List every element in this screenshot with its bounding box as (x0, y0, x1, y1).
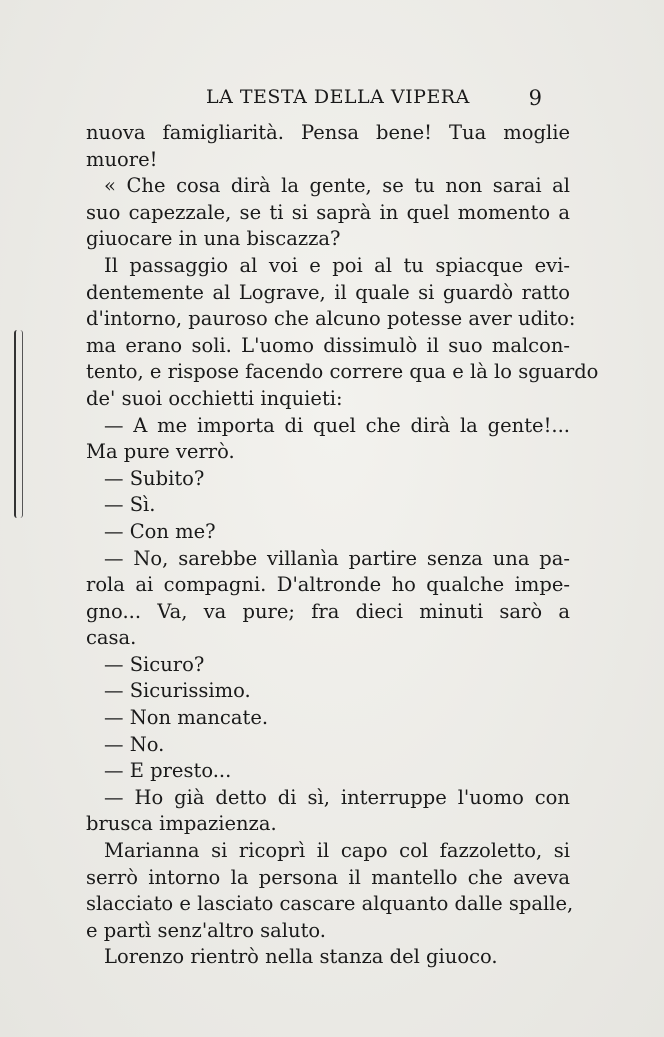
text-line: — Sicurissimo. (104, 679, 251, 703)
text-line: nuova famigliarità. Pensa bene! Tua moglie (86, 121, 570, 144)
text-line: Marianna si ricoprì il capo col fazzoletto, si (104, 839, 570, 863)
text-line: — Sì. (104, 493, 156, 517)
text-line: Lorenzo rientrò nella stanza del giuoco. (104, 945, 498, 969)
text-line: gno... Va, va pure; fra dieci minuti sarò a (86, 599, 570, 623)
text-line: — Ho già detto di sì, interruppe l'uomo con (104, 785, 570, 809)
text-line: « Che cosa dirà la gente, se tu non sarai al (104, 174, 570, 198)
text-line: e partì senz'altro saluto. (86, 918, 326, 942)
body-text (86, 120, 599, 971)
text-line: — A me importa di quel che dirà la gente!... (104, 413, 570, 437)
page-number: 9 (528, 86, 542, 110)
text-line: — Con me? (104, 519, 216, 543)
text-line: de' suoi occhietti inquieti: (86, 386, 343, 410)
text-line: Ma pure verrò. (86, 440, 235, 464)
text-line: — No. (104, 732, 165, 756)
text-line: — Subito? (104, 466, 205, 490)
text-line: tento, e rispose facendo correre qua e là lo sguardo (86, 360, 599, 384)
text-line: slacciato e lasciato cascare alquanto dalle spalle, (86, 892, 574, 916)
page-header (86, 86, 556, 116)
text-line: rola ai compagni. D'altronde ho qualche impe- (86, 573, 570, 597)
text-line: Il passaggio al voi e poi al tu spiacque evi- (104, 253, 570, 277)
text-line: d'intorno, pauroso che alcuno potesse aver udito: (86, 307, 576, 331)
text-line: casa. (86, 626, 137, 650)
text-line: serrò intorno la persona il mantello che aveva (86, 865, 570, 889)
text-line: — Sicuro? (104, 652, 205, 676)
text-line: brusca impazienza. (86, 812, 277, 836)
text-line: dentemente al Lograve, il quale si guardò ratto (86, 280, 570, 304)
text-line: — No, sarebbe villanìa partire senza una pa- (104, 546, 570, 570)
text-line: — Non mancate. (104, 706, 269, 730)
text-line: muore! (86, 147, 158, 171)
text-line: giuocare in una biscazza? (86, 227, 341, 251)
text-line: ma erano soli. L'uomo dissimulò il suo malcon- (86, 333, 570, 357)
text-line: — E presto... (104, 759, 232, 783)
running-title: LA TESTA DELLA VIPERA (206, 86, 470, 108)
text-line: suo capezzale, se ti si saprà in quel momento a (86, 200, 570, 224)
margin-bracket-mark (14, 330, 23, 518)
